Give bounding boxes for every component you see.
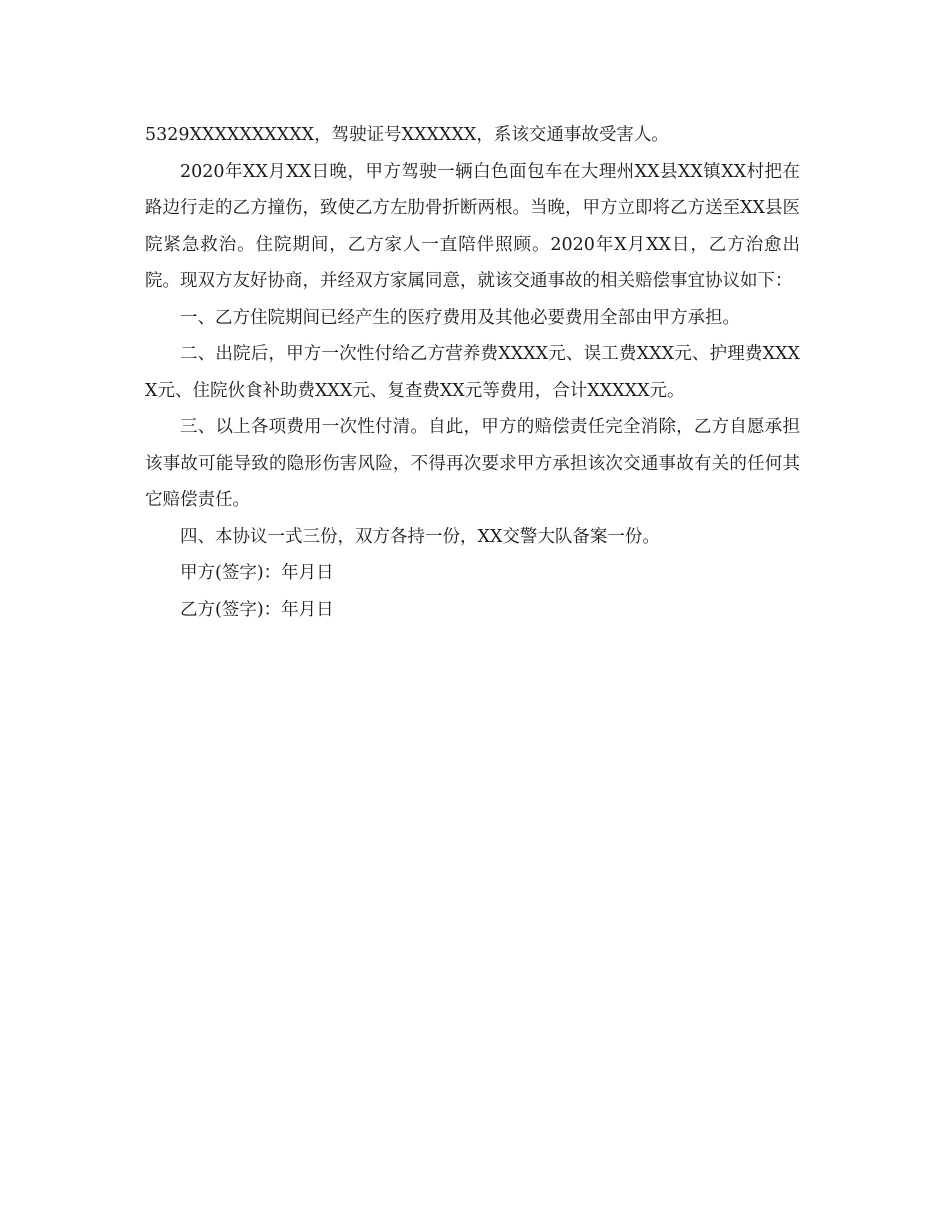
signature-party-a: 甲方(签字)：年月日	[180, 563, 334, 583]
paragraph-accident-description: 2020年XX月XX日晚，甲方驾驶一辆白色面包车在大理州XX县XX镇XX村把在路边行走的乙方撞伤，致使乙方左肋骨折断两根。当晚，甲方立即将乙方送至XX县医院紧急救治。住院期间，乙方家人一直陪伴照顾。2020年X月XX日，乙方治愈出院。现双方友好协商，并经双方家属同意，就该交通事故的相关赔偿事宜协议如下：	[145, 161, 800, 291]
clause-four: 四、本协议一式三份，双方各持一份，XX交警大队备案一份。	[180, 526, 660, 547]
paragraph-victim-id: 5329XXXXXXXXXX，驾驶证号XXXXXX，系该交通事故受害人。	[145, 125, 669, 145]
document-body	[145, 117, 800, 628]
clause-three: 三、以上各项费用一次性付清。自此，甲方的赔偿责任完全消除，乙方自愿承担该事故可能导致的隐形伤害风险，不得再次要求甲方承担该次交通事故有关的任何其它赔偿责任。	[145, 417, 800, 510]
clause-one: 一、乙方住院期间已经产生的医疗费用及其他必要费用全部由甲方承担。	[180, 307, 740, 328]
signature-party-b: 乙方(签字)：年月日	[180, 599, 334, 620]
clause-two: 二、出院后，甲方一次性付给乙方营养费XXXX元、误工费XXX元、护理费XXXX元、住院伙食补助费XXX元、复查费XX元等费用，合计XXXXX元。	[145, 344, 800, 401]
